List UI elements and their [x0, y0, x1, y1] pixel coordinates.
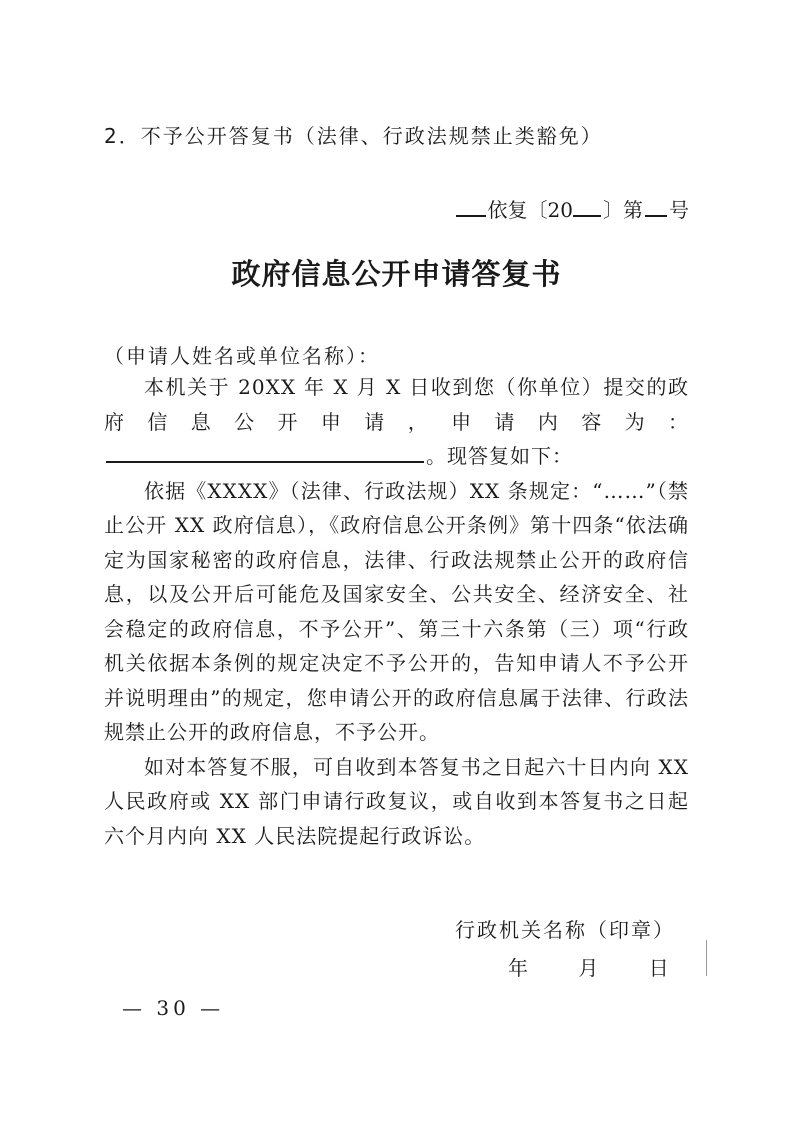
paragraph-request-end: 。现答复如下：	[426, 444, 573, 468]
doc-number-blank-prefix	[456, 197, 486, 217]
doc-number-part3: 号	[669, 198, 689, 222]
page-number: — 30 —	[122, 996, 225, 1020]
document-title: 政府信息公开申请答复书	[231, 257, 562, 291]
signature-date: 年 月 日	[508, 956, 683, 980]
doc-number-part1: 依复〔20	[487, 198, 573, 222]
document-body	[104, 370, 689, 853]
paragraph-request-received	[104, 370, 689, 474]
salutation: （申请人姓名或单位名称）：	[104, 344, 380, 368]
paragraph-legal-basis: 依据《XXXX》（法律、行政法规）XX 条规定：“……”（禁止公开 XX 政府信息），《政府信息公开条例》第十四条“依法确定为国家秘密的政府信息，法律、行政法规禁止公开的政府信息，以及公开后可能危及国家安全、公共安全、经济安全、社会稳定的政府信息，不予公开”、第三十六条第（三）项“行政机关依据本条例的规定决定不予公开的，告知申请人不予公开并说明理由”的规定，您申请公开的政府信息属于法律、行政法规禁止公开的政府信息，不予公开。	[104, 478, 689, 744]
section-heading: 2．不予公开答复书（法律、行政法规禁止类豁免）	[104, 124, 603, 148]
request-content-blank	[106, 441, 424, 463]
paragraph-request-text: 本机关于 20XX 年 X 月 X 日收到您（你单位）提交的政府信息公开申请，申请内容为：	[104, 375, 689, 434]
agency-signature: 行政机关名称（印章）	[455, 918, 675, 942]
document-number	[456, 194, 689, 223]
margin-line	[706, 940, 707, 976]
doc-number-blank-year	[573, 197, 601, 217]
paragraph-appeal-rights: 如对本答复不服，可自收到本答复书之日起六十日内向 XX 人民政府或 XX 部门申请行政复议，或自收到本答复书之日起六个月内向 XX 人民法院提起行政诉讼。	[104, 754, 689, 848]
doc-number-part2: 〕第	[603, 198, 643, 222]
doc-number-blank-serial	[645, 197, 667, 217]
